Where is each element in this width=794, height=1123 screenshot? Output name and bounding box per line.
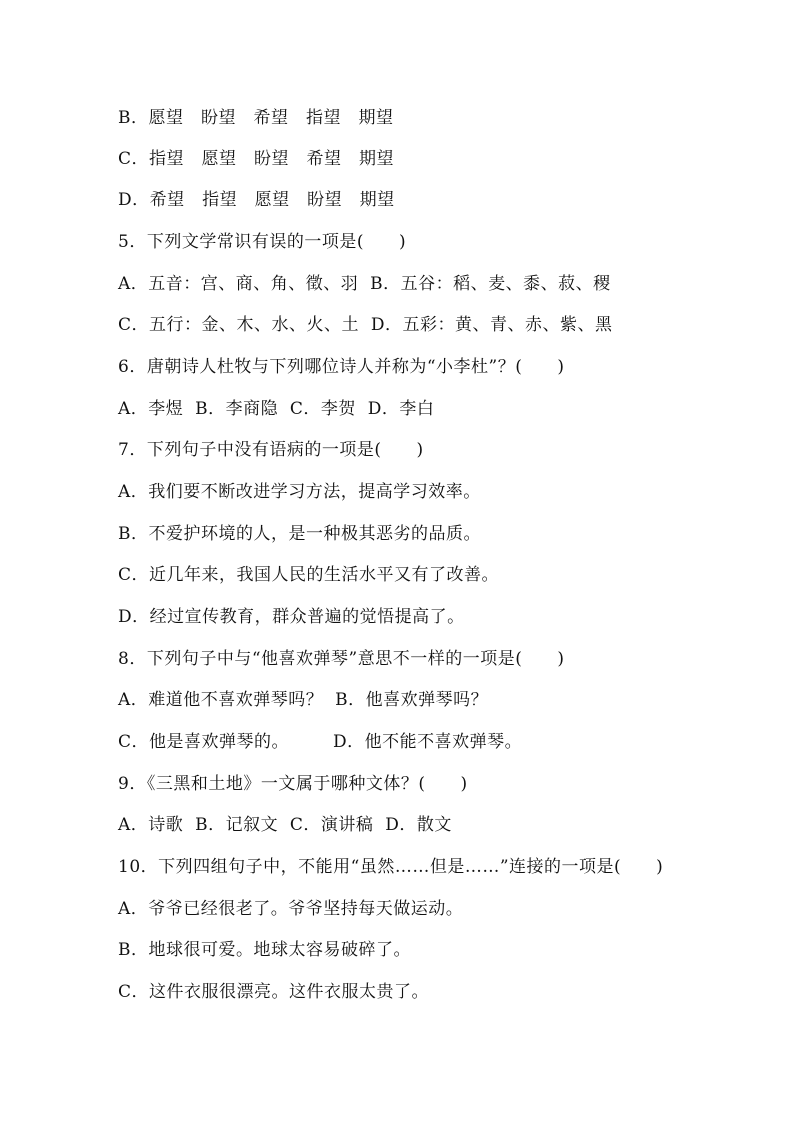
option-line: C．近几年来，我国人民的生活水平又有了改善。: [118, 565, 500, 585]
question-10: 10．下列四组句子中，不能用“虽然……但是……”连接的一项是( ): [118, 857, 664, 877]
option-line: D．经过宣传教育，群众普遍的觉悟提高了。: [118, 607, 465, 627]
option-line: B．地球很可爱。地球太容易破碎了。: [118, 940, 411, 960]
option-line: D．希望 指望 愿望 盼望 期望: [118, 190, 395, 210]
option-line: C．这件衣服很漂亮。这件衣服太贵了。: [118, 982, 430, 1002]
question-9: 9．《三黑和土地》一文属于哪种文体？( ): [118, 774, 468, 794]
option-line: B．不爱护环境的人，是一种极其恶劣的品质。: [118, 524, 481, 544]
option-line: C．他是喜欢弹琴的。 D．他不能不喜欢弹琴。: [118, 732, 523, 752]
question-5: 5．下列文学常识有误的一项是( ): [118, 232, 407, 252]
option-line: C．五行：金、木、水、火、土 D．五彩：黄、青、赤、紫、黑: [118, 315, 613, 335]
option-line: A．李煜 B．李商隐 C．李贺 D．李白: [118, 399, 435, 419]
question-6: 6．唐朝诗人杜牧与下列哪位诗人并称为“小李杜”？( ): [118, 357, 565, 377]
question-7: 7．下列句子中没有语病的一项是( ): [118, 440, 424, 460]
option-line: C．指望 愿望 盼望 希望 期望: [118, 149, 395, 169]
option-line: A．难道他不喜欢弹琴吗？ B．他喜欢弹琴吗？: [118, 690, 489, 710]
option-line: A．五音：宫、商、角、徵、羽 B．五谷：稻、麦、黍、菽、稷: [118, 274, 611, 294]
option-line: A．爷爷已经很老了。爷爷坚持每天做运动。: [118, 899, 464, 919]
question-8: 8．下列句子中与“他喜欢弹琴”意思不一样的一项是( ): [118, 649, 565, 669]
option-line: A．诗歌 B．记叙文 C．演讲稿 D．散文: [118, 815, 452, 835]
option-line: A．我们要不断改进学习方法，提高学习效率。: [118, 482, 481, 502]
option-line: B．愿望 盼望 希望 指望 期望: [118, 108, 394, 128]
